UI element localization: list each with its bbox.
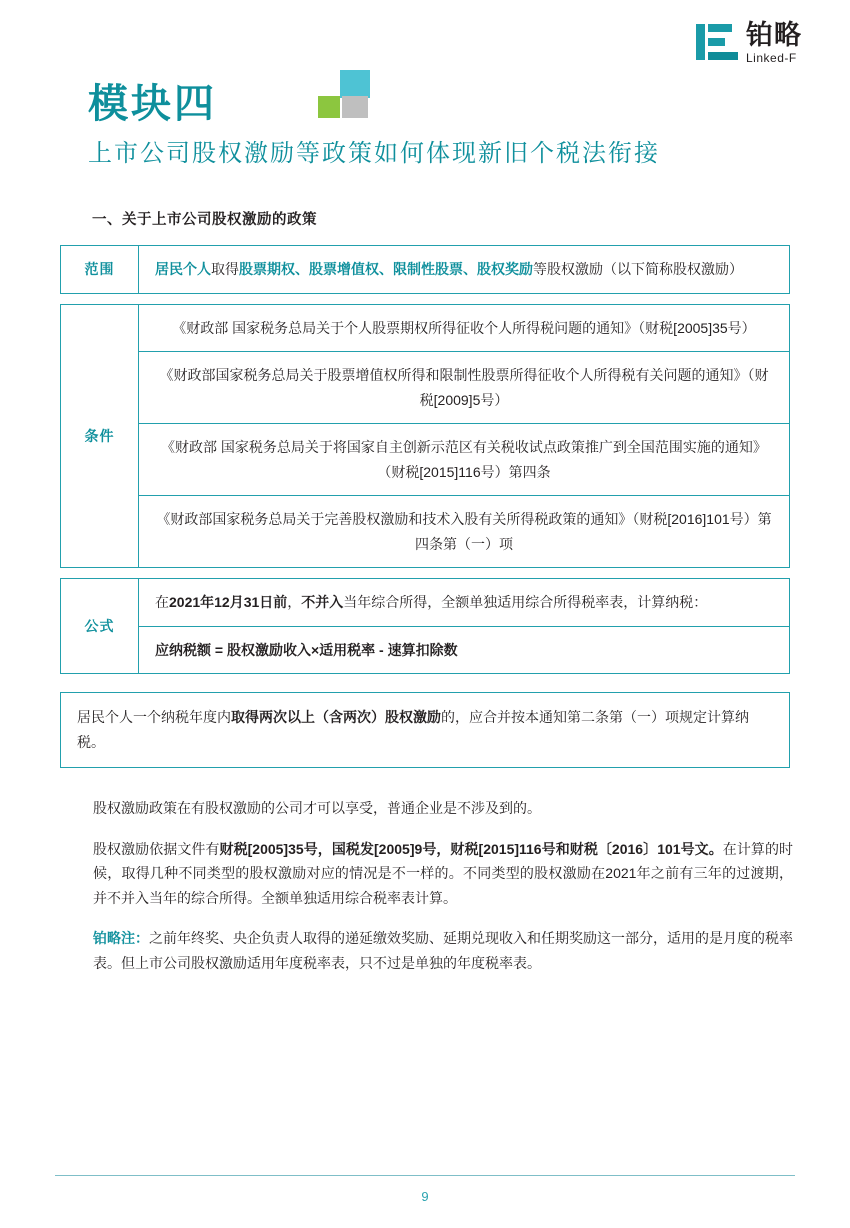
condition-item: 《财政部国家税务总局关于股票增值权所得和限制性股票所得征收个人所得税有关问题的通知》（财税[2009]5号） xyxy=(139,351,789,423)
decorative-squares-icon xyxy=(318,70,394,126)
logo-cn-name: 铂略 xyxy=(746,20,802,50)
paragraph-2-part-1: 股权激励依据文件有 xyxy=(93,840,220,857)
brand-note-label: 铂略注： xyxy=(93,930,149,947)
scope-text-3: 股票期权、股票增值权、限制性股票、股权奖励 xyxy=(239,261,533,277)
note-text-2: 取得两次以上（含两次）股权激励 xyxy=(231,709,441,725)
section-heading: 一、关于上市公司股权激励的政策 xyxy=(92,212,317,228)
paragraph-2-part-3: 在计算的时候，取得几种不同类型的股权激励对应的情况是不一样的。不同类型的股权激励在2021年之前有三年的过渡期，并不并入当年的综合所得。全额单独适用综合税率表计算。 xyxy=(93,840,794,906)
footer-divider xyxy=(55,1175,795,1176)
formula-desc-1: 在 xyxy=(155,594,169,610)
scope-text-1: 居民个人 xyxy=(155,261,211,277)
formula-label: 公式 xyxy=(61,579,139,673)
condition-item: 《财政部国家税务总局关于完善股权激励和技术入股有关所得税政策的通知》（财税[2016]101号）第四条第（一）项 xyxy=(139,495,789,567)
commentary-section xyxy=(93,796,793,975)
scope-label: 范围 xyxy=(61,246,139,293)
conditions-table xyxy=(60,304,790,569)
scope-table xyxy=(60,245,790,294)
condition-item: 《财政部 国家税务总局关于将国家自主创新示范区有关税收试点政策推广到全国范围实施的通知》（财税[2015]116号）第四条 xyxy=(139,423,789,495)
formula-desc-3: ， xyxy=(287,594,302,610)
note-text-3: 的，应合并按本通知第二条第（一）项规定计算纳税。 xyxy=(77,709,749,751)
page-subtitle: 上市公司股权激励等政策如何体现新旧个税法衔接 xyxy=(88,139,660,167)
formula-table xyxy=(60,578,790,674)
scope-text-4: 等股权激励（以下简称股权激励） xyxy=(533,261,743,277)
page-title: 模块四 xyxy=(88,80,217,127)
title-block xyxy=(55,0,795,168)
logo-en-name: Linked-F xyxy=(746,51,797,65)
note-text-1: 居民个人一个纳税年度内 xyxy=(77,709,231,725)
merge-rule-note xyxy=(60,692,790,768)
condition-item: 《财政部 国家税务总局关于个人股票期权所得征收个人所得税问题的通知》（财税[2005]35号） xyxy=(172,319,756,336)
conditions-label: 条件 xyxy=(61,305,139,568)
paragraph-2 xyxy=(93,837,793,911)
page-number: 9 xyxy=(421,1189,429,1204)
formula-expression xyxy=(139,626,789,674)
formula-desc-2: 2021年12月31日前 xyxy=(169,594,288,610)
paragraph-2-refs: 财税[2005]35号，国税发[2005]9号，财税[2015]116号和财税〔2016〕101号文。 xyxy=(219,840,723,857)
paragraph-1: 股权激励政策在有股权激励的公司才可以享受，普通企业是不涉及到的。 xyxy=(93,800,541,817)
brand-note-text: 之前年终奖、央企负责人取得的递延缴效奖励、延期兑现收入和任期奖励这一部分，适用的是月度的税率表。但上市公司股权激励适用年度税率表，只不过是单独的年度税率表。 xyxy=(93,930,793,971)
formula-description xyxy=(139,579,789,626)
formula-desc-5: 当年综合所得，全额单独适用综合所得税率表，计算纳税： xyxy=(343,594,708,610)
formula-expression-text: 应纳税额 = 股权激励收入×适用税率 - 速算扣除数 xyxy=(155,641,458,658)
paragraph-3 xyxy=(93,926,793,975)
scope-text-2: 取得 xyxy=(211,261,239,277)
formula-desc-4: 不并入 xyxy=(301,594,344,610)
scope-content xyxy=(139,246,789,293)
